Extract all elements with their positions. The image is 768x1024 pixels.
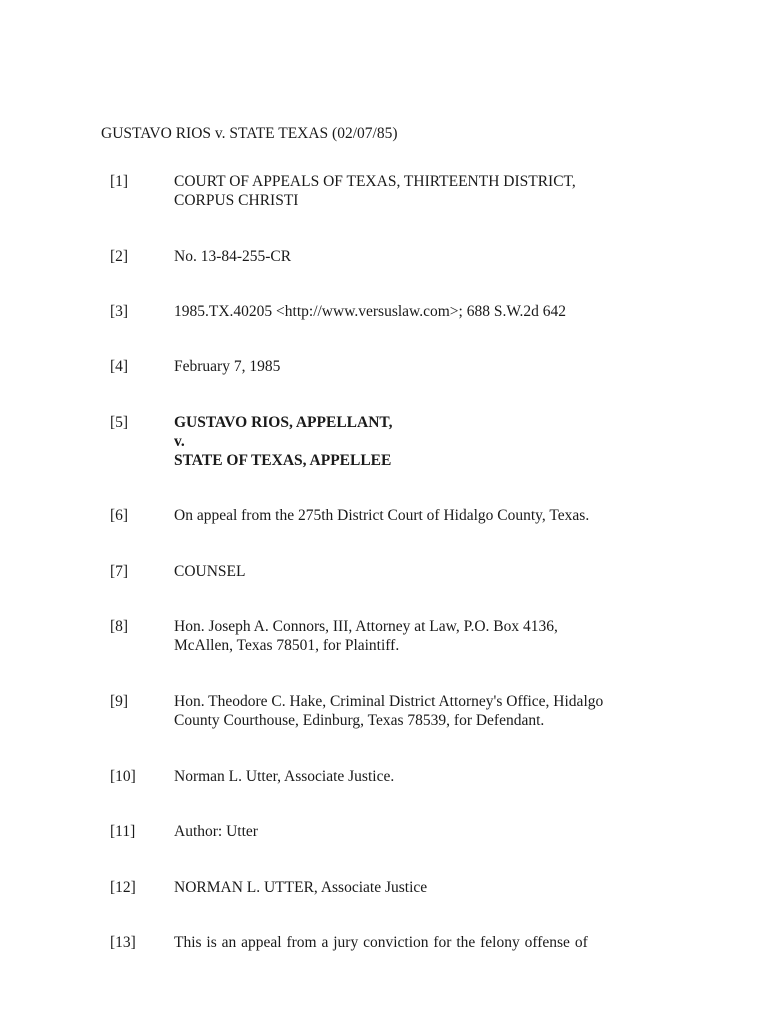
paragraph-number: [7]: [110, 563, 129, 580]
paragraph-number: [3]: [110, 303, 129, 320]
appellee-line: STATE OF TEXAS, APPELLEE: [174, 452, 392, 469]
paragraph-line: CORPUS CHRISTI: [174, 192, 299, 209]
paragraph-line: McAllen, Texas 78501, for Plaintiff.: [174, 637, 400, 654]
paragraph-line: COUNSEL: [174, 563, 246, 580]
paragraph-line: COURT OF APPEALS OF TEXAS, THIRTEENTH DISTRICT,: [174, 173, 576, 190]
paragraph-text: [174, 822, 654, 841]
paragraph-line: Hon. Theodore C. Hake, Criminal District Attorney's Office, Hidalgo: [174, 693, 604, 710]
paragraph-text: [174, 617, 654, 655]
paragraph-number: [6]: [110, 507, 129, 524]
paragraph-text: [174, 357, 654, 376]
versus-line: v.: [174, 433, 185, 450]
document-title: GUSTAVO RIOS v. STATE TEXAS (02/07/85): [101, 125, 398, 142]
paragraph-text: [174, 767, 654, 786]
paragraph-number: [11]: [110, 823, 136, 840]
paragraph-line: 1985.TX.40205 <http://www.versuslaw.com>; 688 S.W.2d 642: [174, 303, 567, 320]
paragraph-number: [9]: [110, 693, 129, 710]
paragraph-text: [174, 562, 654, 581]
paragraph-text: [174, 692, 654, 730]
paragraph-line: Author: Utter: [174, 823, 258, 840]
paragraph-line: NORMAN L. UTTER, Associate Justice: [174, 879, 428, 896]
paragraph-text: [174, 172, 654, 210]
paragraph-line: County Courthouse, Edinburg, Texas 78539, for Defendant.: [174, 712, 545, 729]
paragraph-line: This is an appeal from a jury conviction for the felony offense of: [174, 934, 588, 951]
case-parties: [174, 413, 654, 470]
paragraph-line: No. 13-84-255-CR: [174, 248, 292, 265]
paragraph-text: [174, 878, 654, 897]
paragraph-text: [174, 247, 654, 266]
paragraph-number: [10]: [110, 768, 136, 785]
paragraph-number: [8]: [110, 618, 129, 635]
paragraph-number: [12]: [110, 879, 136, 896]
paragraph-number: [4]: [110, 358, 129, 375]
paragraph-text: [174, 933, 654, 952]
paragraph-number: [13]: [110, 934, 136, 951]
paragraph-number: [1]: [110, 173, 129, 190]
paragraph-number: [2]: [110, 248, 129, 265]
appellant-line: GUSTAVO RIOS, APPELLANT,: [174, 414, 393, 431]
paragraph-line: On appeal from the 275th District Court of Hidalgo County, Texas.: [174, 507, 590, 524]
paragraph-text: [174, 506, 654, 525]
paragraph-text: [174, 302, 654, 321]
paragraph-line: Norman L. Utter, Associate Justice.: [174, 768, 395, 785]
paragraph-line: Hon. Joseph A. Connors, III, Attorney at Law, P.O. Box 4136,: [174, 618, 558, 635]
paragraph-number: [5]: [110, 414, 129, 431]
paragraph-line: February 7, 1985: [174, 358, 281, 375]
